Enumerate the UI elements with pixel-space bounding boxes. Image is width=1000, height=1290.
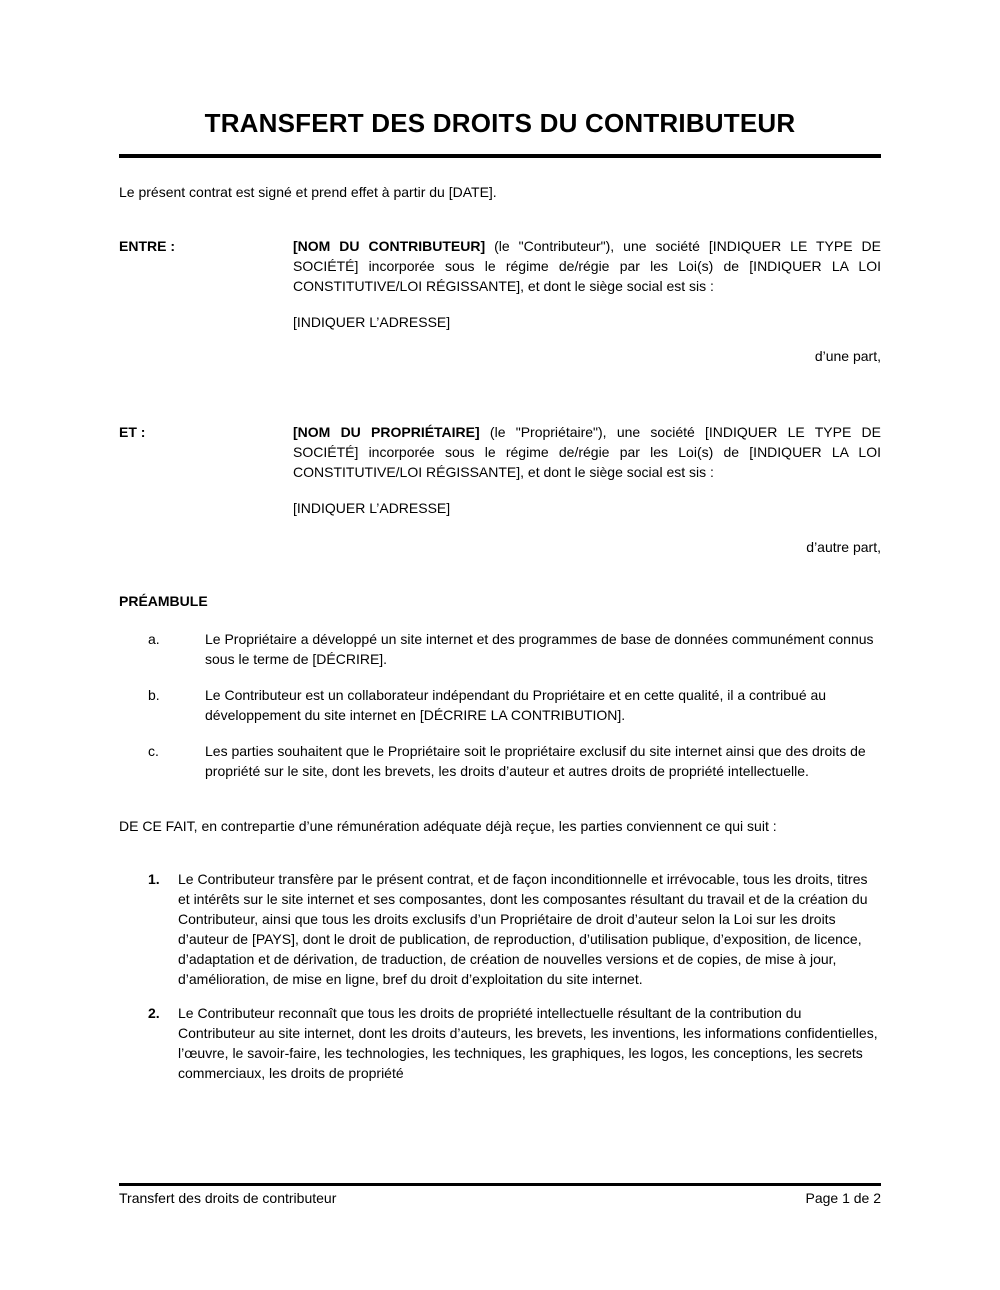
party-description — [293, 422, 881, 482]
clause-number: 1. — [148, 871, 160, 887]
preamble-item-c — [119, 741, 881, 781]
preamble-item-marker: a. — [148, 631, 160, 647]
preamble-item-text: Le Contributeur est un collaborateur indépendant du Propriétaire et en cette qualité, il a contribué au développement du site internet en [DÉCRIRE LA CONTRIBUTION]. — [205, 687, 827, 723]
preamble-heading: PRÉAMBULE — [119, 593, 208, 609]
preamble-item-text: Le Propriétaire a développé un site internet et des programmes de base de données communément connus sous le terme de [DÉCRIRE]. — [205, 631, 874, 667]
party-body — [293, 422, 881, 518]
party-block-entre — [119, 236, 881, 366]
clause-text: Le Contributeur transfère par le présent contrat, et de façon inconditionnelle et irrévocable, tous les droits, titres et intérêts sur le site internet et ses composantes, dont les composantes résultant du travail et de la création du Contributeur, ainsi que tous les droits exclusifs d’un Propriétaire de droit d’auteur selon la Loi sur les droits d’auteur de [PAYS], dont le droit de publication, de reproduction, d’utilisation publique, d’exposition, de licence, d’adaptation et de dérivation, de traduction, de création de nouvelles versions et de copies, de mise à jour, d’amélioration, de mise en ligne, bref du droit d’exploitation du site internet. — [178, 871, 868, 987]
clause-1 — [119, 869, 881, 989]
party-row — [119, 422, 881, 518]
document-content — [119, 0, 881, 1083]
clause-text: Le Contributeur reconnaît que tous les droits de propriété intellectuelle résultant de la contribution du Contributeur au site internet, dont les droits d’auteurs, les brevets, les inventions, les informations confidentielles, l’œuvre, le savoir-faire, les technologies, les techniques, les graphiques, les logos, les conceptions, les secrets commerciaux, les droits de propriété — [178, 1005, 878, 1081]
footer-document-name: Transfert des droits de contributeur — [119, 1190, 337, 1206]
party-label-et: ET : — [119, 424, 146, 440]
preamble-item-b — [119, 685, 881, 725]
party-part-label: d’autre part, — [806, 539, 881, 555]
preamble-item-a — [119, 629, 881, 669]
party-description-text: (le "Contributeur"), une société [INDIQUER LE TYPE DE SOCIÉTÉ] incorporée sous le régime de/régie par les Loi(s) de [INDIQUER LA LOI CONSTITUTIVE/LOI RÉGISSANTE], et dont le siège social est sis : — [293, 238, 881, 294]
footer-divider — [119, 1183, 881, 1186]
clause-number: 2. — [148, 1005, 160, 1021]
party-address-placeholder: [INDIQUER L’ADRESSE] — [293, 314, 451, 330]
consideration-paragraph: DE CE FAIT, en contrepartie d’une rémunération adéquate déjà reçue, les parties conviennent ce qui suit : — [119, 818, 777, 834]
page-footer — [119, 1183, 881, 1208]
party-description-text: (le "Propriétaire"), une société [INDIQUER LE TYPE DE SOCIÉTÉ] incorporée sous le régime de/régie par les Loi(s) de [INDIQUER LA LOI CONSTITUTIVE/LOI RÉGISSANTE], et dont le siège social est sis : — [293, 424, 881, 480]
party-address-placeholder: [INDIQUER L’ADRESSE] — [293, 500, 451, 516]
party-description — [293, 236, 881, 296]
preamble-item-marker: c. — [148, 743, 159, 759]
party-name-placeholder: [NOM DU CONTRIBUTEUR] — [293, 238, 486, 254]
party-row — [119, 236, 881, 332]
clause-2 — [119, 1003, 881, 1083]
footer-page-number: Page 1 de 2 — [805, 1190, 881, 1206]
party-part-label: d’une part, — [814, 348, 881, 364]
party-name-placeholder: [NOM DU PROPRIÉTAIRE] — [293, 424, 480, 440]
intro-paragraph: Le présent contrat est signé et prend effet à partir du [DATE]. — [119, 184, 497, 200]
preamble-item-text: Les parties souhaitent que le Propriétaire soit le propriétaire exclusif du site internet ainsi que des droits de propriété sur le site, dont les brevets, les droits d’auteur et autres droits de propriété intellectuelle. — [205, 743, 866, 779]
preamble-item-marker: b. — [148, 687, 160, 703]
party-block-et — [119, 422, 881, 557]
party-label-entre: ENTRE : — [119, 238, 175, 254]
title-divider — [119, 154, 881, 158]
page-title: TRANSFERT DES DROITS DU CONTRIBUTEUR — [204, 108, 796, 138]
party-body — [293, 236, 881, 332]
footer-row — [119, 1188, 881, 1208]
